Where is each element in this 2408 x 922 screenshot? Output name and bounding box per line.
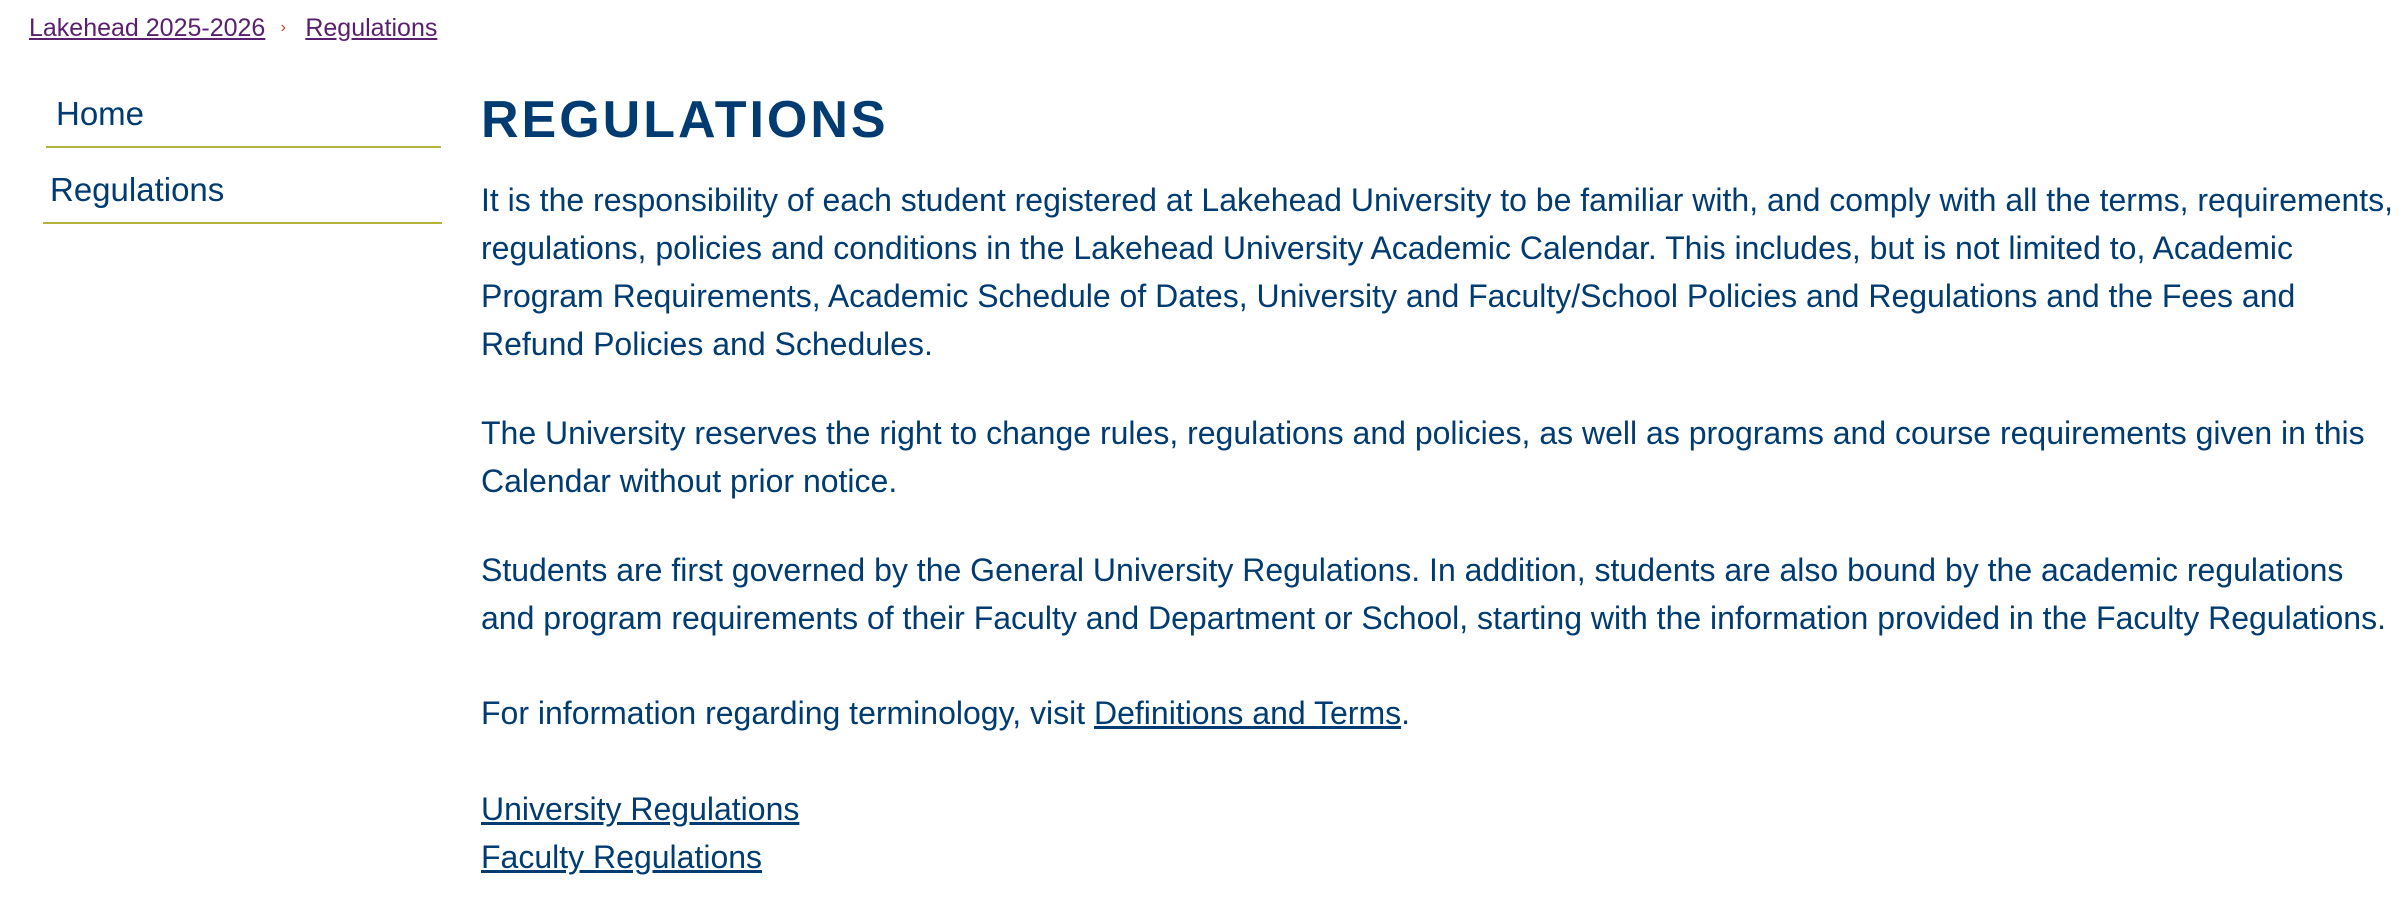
paragraph-right-to-change: The University reserves the right to change rules, regulations and policies, as well as programs and course requirements given in this Calendar without prior notice. (481, 415, 2365, 499)
page-title: REGULATIONS (481, 91, 889, 149)
sidebar-item-regulations[interactable]: Regulations (43, 166, 442, 224)
terminology-prefix: For information regarding terminology, visit (481, 695, 1094, 731)
breadcrumb-link-regulations[interactable]: Regulations (305, 14, 438, 42)
breadcrumb (29, 12, 437, 44)
breadcrumb-separator-icon: › (280, 19, 286, 36)
definitions-and-terms-link[interactable]: Definitions and Terms (1093, 695, 1402, 731)
paragraph-terminology (481, 689, 2396, 737)
regulations-link-list (481, 785, 2396, 881)
breadcrumb-link-home[interactable]: Lakehead 2025-2026 (29, 14, 266, 42)
faculty-regulations-link[interactable]: Faculty Regulations (481, 839, 763, 875)
paragraph-responsibility: It is the responsibility of each student registered at Lakehead University to be familiar with, and comply with all the terms, requirements, regulations, policies and conditions in the Lakehead University Academic Calendar. This includes, but is not limited to, Academic Program Requirements, Academic Schedule of Dates, University and Faculty/School Policies and Regulations and the Fees and Refund Policies and Schedules. (481, 182, 2394, 362)
terminology-suffix: . (1401, 695, 1410, 731)
paragraph-governance: Students are first governed by the General University Regulations. In addition, students are also bound by the academic regulations and program requirements of their Faculty and Department or School, starting with the information provided in the Faculty Regulations. (481, 552, 2386, 636)
university-regulations-link[interactable]: University Regulations (481, 791, 800, 827)
sidebar-item-home[interactable]: Home (46, 88, 441, 148)
sidebar (46, 88, 441, 224)
main-content (481, 86, 2396, 881)
